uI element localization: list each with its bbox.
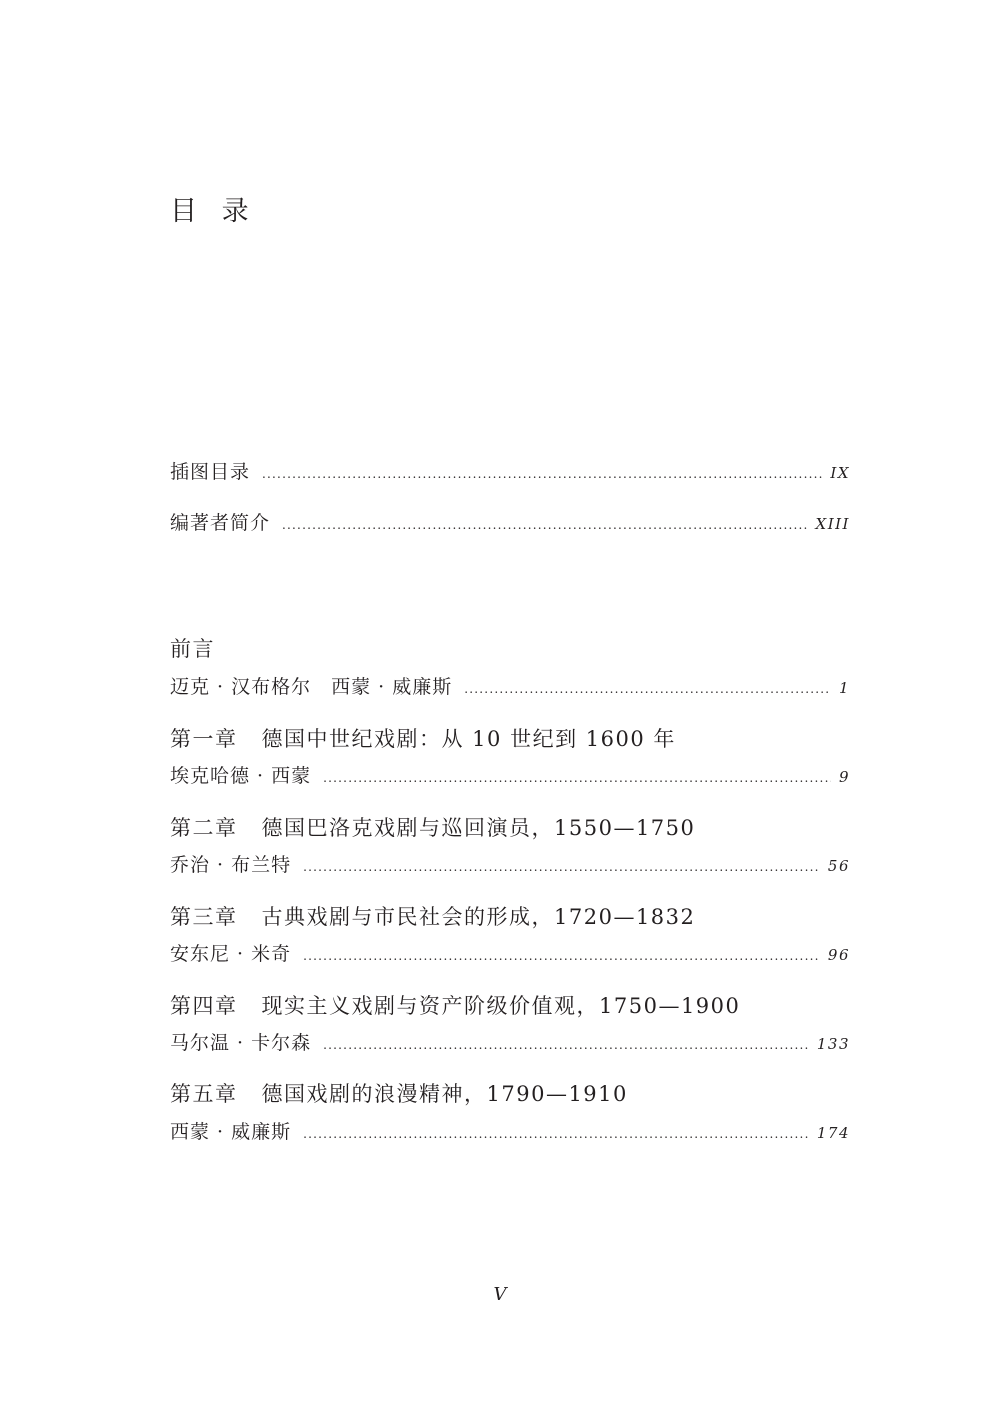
toc-entry-authors: 埃克哈德 · 西蒙 — [170, 765, 312, 787]
dot-leader — [262, 460, 822, 488]
section-heading-chapter-2 — [170, 813, 695, 843]
toc-page-number: XIII — [815, 515, 850, 533]
toc-entry-chapter-2[interactable] — [170, 851, 850, 881]
section-title: 德国巴洛克戏剧与巡回演员，1550—1750 — [261, 816, 696, 840]
dot-leader — [303, 942, 820, 970]
toc-page-number: 96 — [827, 946, 850, 964]
section-heading-chapter-3 — [170, 902, 695, 932]
toc-page-number: 133 — [816, 1035, 850, 1053]
dot-leader — [323, 1031, 809, 1059]
toc-page-number: IX — [830, 464, 850, 482]
toc-entry-chapter-3[interactable] — [170, 940, 850, 970]
chapter-number: 第三章 — [170, 905, 238, 929]
toc-page-number: 56 — [827, 857, 850, 875]
toc-entry-contributors[interactable] — [170, 509, 850, 539]
dot-leader — [464, 675, 831, 703]
section-heading-chapter-4 — [170, 991, 740, 1021]
toc-entry-chapter-5[interactable] — [170, 1118, 850, 1148]
chapter-number: 第四章 — [170, 994, 238, 1018]
toc-entry-label: 插图目录 — [170, 461, 251, 483]
toc-entry-authors: 西蒙 · 威廉斯 — [170, 1121, 292, 1143]
section-title: 德国中世纪戏剧：从 10 世纪到 1600 年 — [261, 727, 676, 751]
folio-page-number: V — [493, 1284, 507, 1305]
chapter-number: 第二章 — [170, 816, 238, 840]
toc-page-number: 1 — [838, 679, 850, 697]
page-title: 目 录 — [170, 196, 257, 227]
toc-entry-authors: 乔治 · 布兰特 — [170, 854, 292, 876]
section-heading-chapter-1 — [170, 724, 676, 754]
dot-leader — [323, 764, 831, 792]
section-heading-preface — [170, 634, 215, 664]
section-title: 古典戏剧与市民社会的形成，1720—1832 — [261, 905, 696, 929]
toc-entry-label: 编著者简介 — [170, 512, 271, 534]
toc-page-number: 174 — [816, 1124, 850, 1142]
toc-entry-authors: 安东尼 · 米奇 — [170, 943, 292, 965]
toc-entry-chapter-1[interactable] — [170, 762, 850, 792]
toc-entry-illustrations[interactable] — [170, 458, 850, 488]
dot-leader — [303, 1120, 809, 1148]
chapter-number: 第五章 — [170, 1082, 238, 1106]
section-title: 德国戏剧的浪漫精神，1790—1910 — [261, 1082, 628, 1106]
section-title: 前言 — [170, 637, 215, 661]
dot-leader — [303, 853, 820, 881]
toc-page-number: 9 — [838, 768, 850, 786]
chapter-number: 第一章 — [170, 727, 238, 751]
toc-entry-authors: 迈克 · 汉布格尔 西蒙 · 威廉斯 — [170, 676, 453, 698]
section-heading-chapter-5 — [170, 1079, 628, 1109]
toc-entry-preface[interactable] — [170, 673, 850, 703]
toc-entry-chapter-4[interactable] — [170, 1029, 850, 1059]
section-title: 现实主义戏剧与资产阶级价值观，1750—1900 — [261, 994, 741, 1018]
toc-entry-authors: 马尔温 · 卡尔森 — [170, 1032, 312, 1054]
dot-leader — [282, 511, 808, 539]
